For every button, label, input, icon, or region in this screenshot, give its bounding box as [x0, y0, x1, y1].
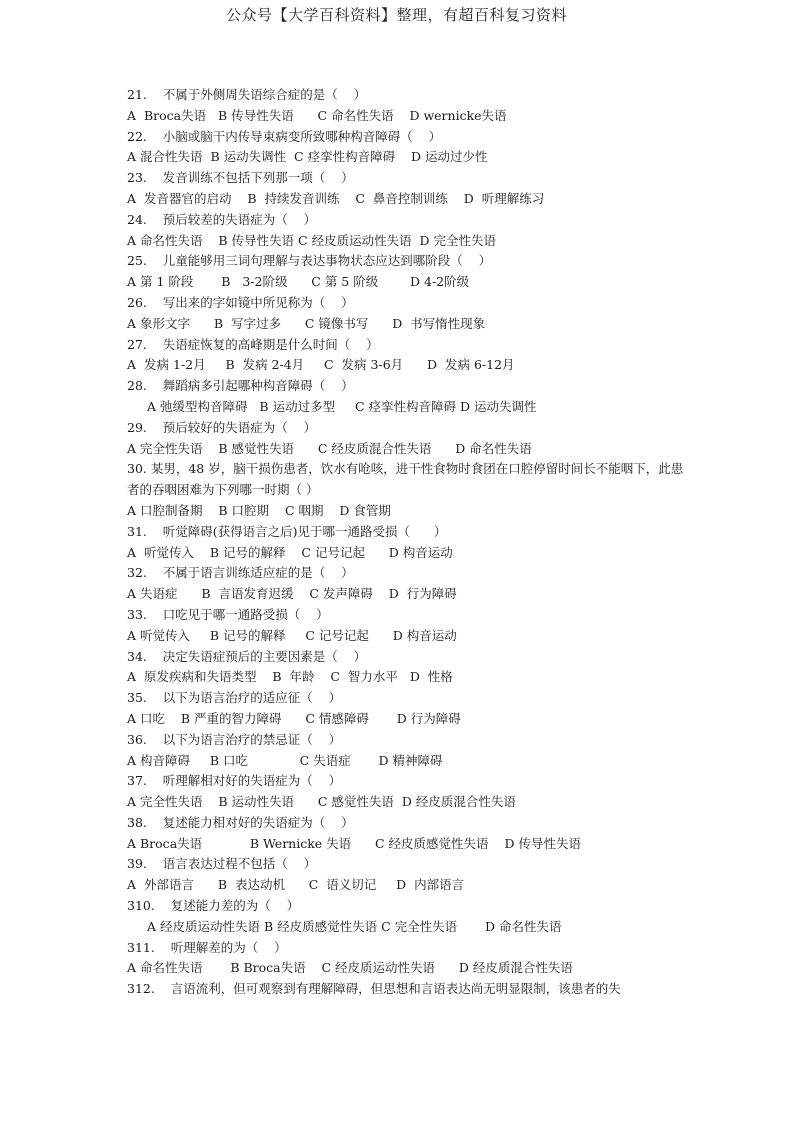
question-text: 37. 听理解相对好的失语症为（ ）: [127, 773, 342, 789]
answer-options: A 混合性失语 B 运动失调性 C 痉挛性构音障碍 D 运动过少性: [127, 149, 488, 165]
question-text: 38. 复述能力相对好的失语症为（ ）: [127, 814, 354, 830]
question-text: 32. 不属于语言训练适应症的是（ ）: [127, 565, 354, 581]
question-text: 24. 预后较差的失语症为（ ）: [127, 211, 317, 227]
answer-options: A 第 1 阶段 B 3-2阶级 C 第 5 阶级 D 4-2阶级: [127, 274, 470, 290]
question-text: 26. 写出来的字如镜中所见称为（ ）: [127, 294, 354, 310]
question-text: 28. 舞蹈病多引起哪种构音障碍（ ）: [127, 378, 354, 394]
answer-options: A 完全性失语 B 运动性失语 C 感觉性失语 D 经皮质混合性失语: [127, 794, 516, 810]
answer-options: A 发音器官的启动 B 持续发音训练 C 鼻音控制训练 D 听理解练习: [127, 190, 545, 206]
question-text: 22. 小脑或脑干内传导束病变所致哪种构音障碍（ ）: [127, 128, 442, 144]
question-text: 31. 听觉障碍(获得语言之后)见于哪一通路受损（ ）: [127, 523, 447, 539]
answer-options: A 命名性失语 B 传导性失语 C 经皮质运动性失语 D 完全性失语: [127, 232, 497, 248]
answer-options: A 听觉传入 B 记号的解释 C 记号记起 D 构音运动: [127, 544, 453, 560]
question-text: 311. 听理解差的为（ ）: [127, 939, 287, 955]
answer-options: A 发病 1-2月 B 发病 2-4月 C 发病 3-6月 D 发病 6-12月: [127, 357, 515, 373]
answer-options: A Broca失语 B 传导性失语 C 命名性失语 D wernicke失语: [127, 107, 507, 123]
question-text: 23. 发音训练不包括下列那一项（ ）: [127, 170, 354, 186]
answer-options: A 失语症 B 言语发育迟缓 C 发声障碍 D 行为障碍: [127, 586, 457, 602]
question-text: 312. 言语流利，但可观察到有理解障碍，但思想和言语表达尚无明显限制，该患者的失: [127, 981, 621, 997]
answer-options: A 外部语言 B 表达动机 C 语义切记 D 内部语言: [127, 877, 465, 893]
answer-options: A 弛缓型构音障碍 B 运动过多型 C 痉挛性构音障碍 D 运动失调性: [147, 398, 537, 414]
question-text: 27. 失语症恢复的高峰期是什么时间（ ）: [127, 336, 379, 352]
question-list: [127, 85, 687, 1000]
answer-options: A 口吃 B 严重的智力障碍 C 情感障碍 D 行为障碍: [127, 710, 461, 726]
answer-options: A 构音障碍 B 口吃 C 失语症 D 精神障碍: [127, 752, 443, 768]
answer-options: A 命名性失语 B Broca失语 C 经皮质运动性失语 D 经皮质混合性失语: [127, 960, 573, 976]
answer-options: A 象形文字 B 写字过多 C 镜像书写 D 书写惰性现象: [127, 315, 486, 331]
question-text: 29. 预后较好的失语症为（ ）: [127, 419, 317, 435]
answer-options: A 原发疾病和失语类型 B 年龄 C 智力水平 D 性格: [127, 669, 453, 685]
question-text: 21. 不属于外侧周失语综合症的是（ ）: [127, 87, 367, 102]
question-text: 33. 口吃见于哪一通路受损（ ）: [127, 606, 329, 622]
answer-options: A 经皮质运动性失语 B 经皮质感觉性失语 C 完全性失语 D 命名性失语: [147, 918, 562, 934]
question-text: 25. 儿童能够用三词句理解与表达事物状态应达到哪阶段（ ）: [127, 253, 492, 269]
answer-options: A 口腔制备期 B 口腔期 C 咽期 D 食管期: [127, 502, 391, 518]
question-text: 39. 语言表达过程不包括（ ）: [127, 856, 317, 872]
question-text: 34. 决定失语症预后的主要因素是（ ）: [127, 648, 367, 664]
question-text: 36. 以下为语言治疗的禁忌证（ ）: [127, 731, 342, 747]
question-text: 310. 复述能力差的为（ ）: [127, 898, 300, 914]
answer-options: A Broca失语 B Wernicke 失语 C 经皮质感觉性失语 D 传导性失语: [127, 835, 581, 851]
question-text: 35. 以下为语言治疗的适应征（ ）: [127, 690, 342, 706]
answer-options: A 听觉传入 B 记号的解释 C 记号记起 D 构音运动: [127, 627, 457, 643]
question-text: 30. 某男，48 岁，脑干损伤患者，饮水有呛咳，进干性食物时食团在口腔停留时间长不能咽下，此患者的吞咽困难为下列哪一时期（ ）: [127, 461, 684, 498]
page-header: 公众号【大学百科资料】整理，有超百科复习资料: [225, 6, 567, 24]
answer-options: A 完全性失语 B 感觉性失语 C 经皮质混合性失语 D 命名性失语: [127, 440, 532, 456]
